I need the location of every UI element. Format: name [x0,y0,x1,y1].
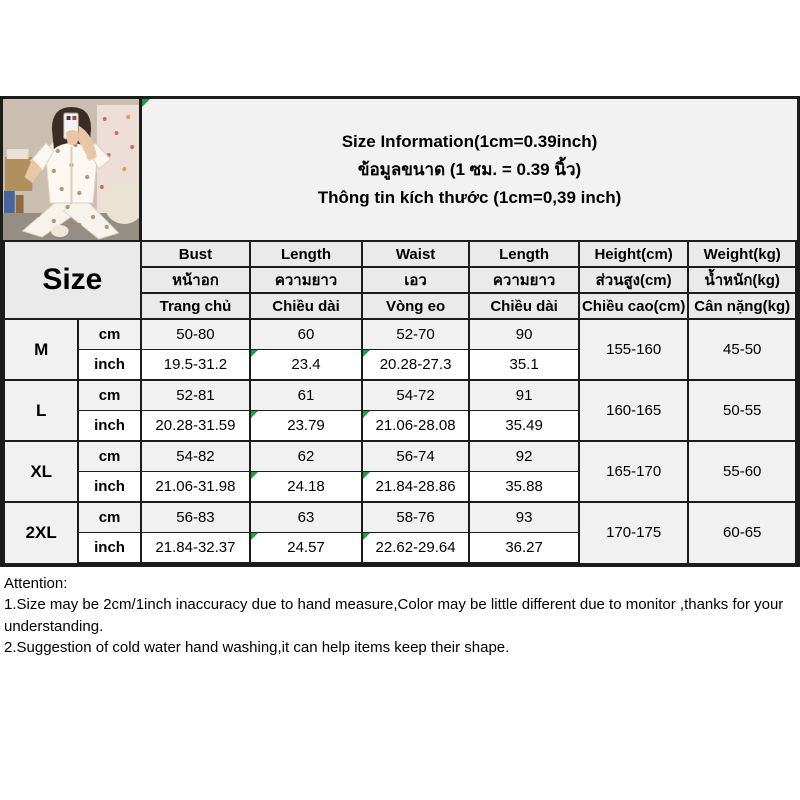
cell-m-bust-cm: 50-80 [141,319,251,350]
cell-xl-waist-inch: 21.84-28.86 [362,472,470,503]
col-header-height-vi: Chiều cao(cm) [579,293,689,319]
cell-m-bust-inch: 19.5-31.2 [141,350,251,381]
cell-xl-bust-cm: 54-82 [141,441,251,472]
excel-error-indicator-icon [363,472,370,479]
cell-2xl-weight: 60-65 [688,502,796,563]
size-label-l: L [4,380,78,441]
col-header-length2-th: ความยาว [469,267,579,293]
row-xl-cm [4,441,796,472]
col-header-waist-en: Waist [362,241,470,267]
excel-error-indicator-icon [363,350,370,357]
unit-cm: cm [78,319,140,350]
col-header-height-en: Height(cm) [579,241,689,267]
col-header-weight-en: Weight(kg) [688,241,796,267]
col-header-length-vi: Chiều dài [250,293,362,319]
row-l-cm [4,380,796,411]
excel-error-indicator-icon [251,472,258,479]
unit-inch: inch [78,533,140,564]
size-corner-cell: Size [4,241,141,319]
cell-2xl-length-inch: 24.57 [250,533,362,564]
row-2xl-cm [4,502,796,533]
cell-m-weight: 45-50 [688,319,796,380]
title-th: ข้อมูลขนาด (1 ซม. = 0.39 นิ้ว) [357,159,582,179]
excel-error-indicator-icon [251,411,258,418]
col-header-length2-en: Length [469,241,579,267]
col-header-height-th: ส่วนสูง(cm) [579,267,689,293]
cell-l-bust-inch: 20.28-31.59 [141,411,251,442]
attention-note-2: 2.Suggestion of cold water hand washing,it can help items keep their shape. [4,638,510,656]
cell-2xl-bust-cm: 56-83 [141,502,251,533]
cell-2xl-waist-inch: 22.62-29.64 [362,533,470,564]
banner [3,99,797,240]
product-photo-illustration [3,99,139,240]
size-table [3,240,797,564]
cell-xl-length-cm: 62 [250,441,362,472]
attention-note-1: 1.Size may be 2cm/1inch inaccuracy due to hand measure,Color may be little different due to monitor ,thanks for your understanding. [4,596,784,635]
cell-l-length-cm: 61 [250,380,362,411]
excel-error-indicator-icon [251,350,258,357]
attention-heading: Attention: [4,575,68,592]
excel-error-indicator-icon [251,533,258,540]
col-header-waist-vi: Vòng eo [362,293,470,319]
cell-2xl-length-cm: 63 [250,502,362,533]
cell-2xl-waist-cm: 58-76 [362,502,470,533]
col-header-bust-th: หน้าอก [141,267,251,293]
excel-error-indicator-icon [363,411,370,418]
size-chart-panel [0,96,800,567]
cell-xl-weight: 55-60 [688,441,796,502]
title-en: Size Information(1cm=0.39inch) [341,131,598,151]
cell-xl-length-inch: 24.18 [250,472,362,503]
size-label-xl: XL [4,441,78,502]
attention-notes [4,573,792,658]
cell-m-length-cm: 60 [250,319,362,350]
title-vi: Thông tin kích thước (1cm=0,39 inch) [317,188,622,208]
unit-cm: cm [78,380,140,411]
cell-m-waist-cm: 52-70 [362,319,470,350]
cell-l-bust-cm: 52-81 [141,380,251,411]
cell-l-weight: 50-55 [688,380,796,441]
cell-m-waist-inch: 20.28-27.3 [362,350,470,381]
row-m-cm [4,319,796,350]
cell-m-length-inch: 23.4 [250,350,362,381]
col-header-length-th: ความยาว [250,267,362,293]
cell-l-waist-inch: 21.06-28.08 [362,411,470,442]
cell-xl-length2-inch: 35.88 [469,472,579,503]
unit-cm: cm [78,502,140,533]
col-header-length-en: Length [250,241,362,267]
cell-l-waist-cm: 54-72 [362,380,470,411]
cell-l-length-inch: 23.79 [250,411,362,442]
cell-2xl-bust-inch: 21.84-32.37 [141,533,251,564]
cell-l-length2-inch: 35.49 [469,411,579,442]
col-header-waist-th: เอว [362,267,470,293]
excel-error-indicator-icon [142,99,150,107]
cell-xl-height: 165-170 [579,441,689,502]
col-header-bust-en: Bust [141,241,251,267]
size-label-m: M [4,319,78,380]
cell-m-height: 155-160 [579,319,689,380]
header-row-en [4,241,796,267]
unit-inch: inch [78,472,140,503]
cell-l-height: 160-165 [579,380,689,441]
cell-2xl-length2-inch: 36.27 [469,533,579,564]
size-label-2xl: 2XL [4,502,78,563]
cell-xl-length2-cm: 92 [469,441,579,472]
unit-inch: inch [78,411,140,442]
unit-inch: inch [78,350,140,381]
cell-xl-bust-inch: 21.06-31.98 [141,472,251,503]
col-header-weight-vi: Cân nặng(kg) [688,293,796,319]
cell-m-length2-inch: 35.1 [469,350,579,381]
col-header-length2-vi: Chiều dài [469,293,579,319]
excel-error-indicator-icon [363,533,370,540]
unit-cm: cm [78,441,140,472]
cell-m-length2-cm: 90 [469,319,579,350]
product-photo [3,99,142,240]
cell-2xl-height: 170-175 [579,502,689,563]
col-header-bust-vi: Trang chủ [141,293,251,319]
col-header-weight-th: น้ำหนัก(kg) [688,267,796,293]
cell-xl-waist-cm: 56-74 [362,441,470,472]
size-info-title-block [142,99,797,240]
cell-2xl-length2-cm: 93 [469,502,579,533]
cell-l-length2-cm: 91 [469,380,579,411]
